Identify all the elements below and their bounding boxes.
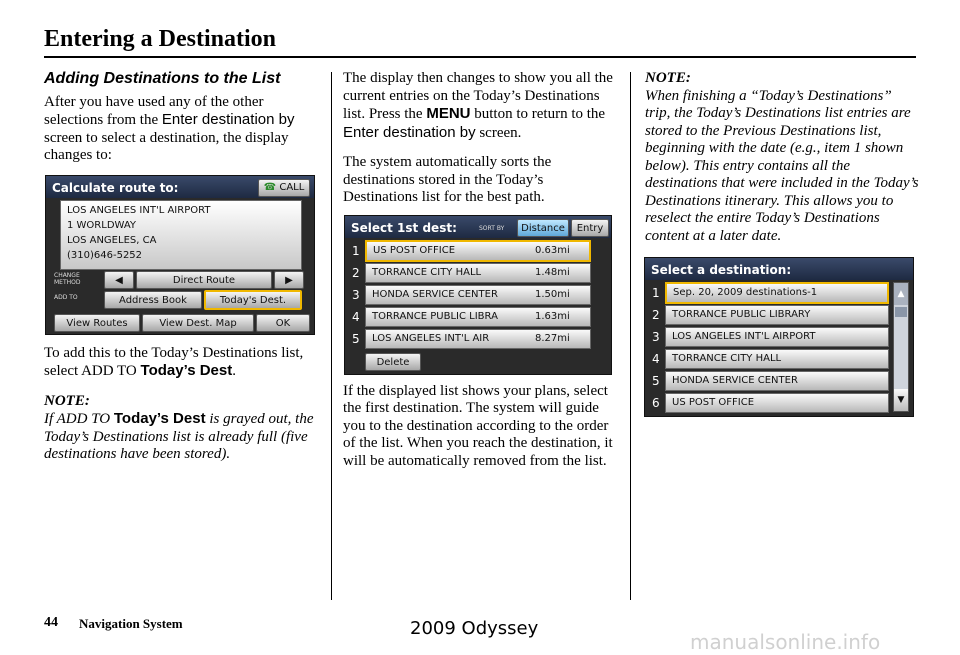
column-divider (331, 72, 332, 600)
row-number: 1 (352, 243, 360, 258)
note-text: If ADD TO Today’s Dest is grayed out, the Today’s Destinations list is already full (five destinations have been stored). (44, 410, 314, 462)
dest-row[interactable]: TORRANCE CITY HALL (365, 263, 591, 283)
sort-entry-button[interactable]: Entry (571, 219, 609, 237)
note-label: NOTE: (645, 70, 691, 86)
row-number: 5 (652, 374, 660, 388)
phone-icon: ☎ (263, 181, 277, 193)
scrollbar[interactable] (893, 282, 909, 412)
column-3 (645, 70, 920, 417)
row-number: 6 (652, 396, 660, 410)
screen-title: Select 1st dest: (345, 216, 611, 238)
row-number: 5 (352, 331, 360, 346)
ok-button[interactable]: OK (256, 314, 310, 332)
column-2 (343, 70, 618, 482)
address-line: LOS ANGELES INT'L AIRPORT (67, 204, 211, 216)
scroll-thumb[interactable] (895, 307, 907, 317)
row-number: 3 (652, 330, 660, 344)
section-heading: Adding Destinations to the List (44, 70, 281, 87)
view-routes-button[interactable]: View Routes (54, 314, 140, 332)
address-line: LOS ANGELES, CA (67, 234, 157, 246)
row-number: 2 (652, 308, 660, 322)
dest-row[interactable]: Sep. 20, 2009 destinations-1 (665, 282, 889, 304)
footer-section: Navigation System (79, 616, 183, 631)
row-number: 4 (652, 352, 660, 366)
distance-value: 8.27mi (535, 332, 570, 344)
distance-value: 1.48mi (535, 266, 570, 278)
next-arrow-button[interactable] (274, 271, 304, 289)
note-text: When finishing a “Today’s Destinations” trip, the Today’s Destinations list entries are stored to the Previous Destinations list, beginning with the date (e.g., item 1 shown below). This entry contains all the destinations that were included in the Today’s Destinations itinerary. This allows you to reselect the entire Today’s Destinations content at a later date. (645, 87, 919, 244)
left-arrow-icon: ◀ (115, 274, 123, 286)
sort-distance-button[interactable]: Distance (517, 219, 569, 237)
add-paragraph: To add this to the Today’s Destinations list, select ADD TO Today’s Dest. (44, 344, 304, 379)
distance-value: 1.50mi (535, 288, 570, 300)
display-paragraph: The display then changes to show you all the current entries on the Today’s Destinations list. Press the MENU button to return to the Enter destination by screen. (343, 70, 613, 141)
row-number: 4 (352, 309, 360, 324)
page-number: 44 (44, 615, 58, 630)
right-arrow-icon: ▶ (285, 274, 293, 286)
address-line: 1 WORLDWAY (67, 219, 137, 231)
scroll-down-button[interactable] (894, 389, 908, 411)
calculate-route-screen (45, 175, 315, 335)
delete-button[interactable]: Delete (365, 353, 421, 371)
change-method-label: CHANGE METHOD (54, 271, 81, 286)
intro-paragraph: After you have used any of the other selections from the Enter destination by screen to select a destination, the display changes to: (44, 93, 295, 163)
destination-address (60, 200, 302, 270)
dest-row[interactable]: HONDA SERVICE CENTER (365, 285, 591, 305)
add-to-label: ADD TO (54, 293, 78, 301)
todays-dest-button[interactable]: Today's Dest. (204, 290, 302, 310)
row-number: 1 (652, 286, 660, 300)
sort-by-label: SORT BY (479, 224, 505, 232)
guidance-paragraph: If the displayed list shows your plans, select the first destination. The system will guide you to the destination according to the order of the list. When you reach the destination, it will be automatically removed from the list. (343, 382, 613, 469)
address-line: (310)646-5252 (67, 249, 143, 261)
distance-value: 0.63mi (535, 244, 570, 256)
page-title: Entering a Destination (44, 26, 277, 52)
distance-value: 1.63mi (535, 310, 570, 322)
prev-arrow-button[interactable] (104, 271, 134, 289)
column-divider (630, 72, 631, 600)
scroll-up-button[interactable] (894, 283, 908, 305)
dest-row[interactable]: TORRANCE PUBLIC LIBRA (365, 307, 591, 327)
title-rule (44, 56, 916, 58)
select-destination-screen (644, 257, 914, 417)
screen-title: Select a destination: (645, 258, 913, 280)
dest-row[interactable]: LOS ANGELES INT'L AIRPORT (665, 327, 889, 347)
screen-title: Calculate route to: (46, 176, 314, 198)
dest-row[interactable]: US POST OFFICE (665, 393, 889, 413)
row-number: 2 (352, 265, 360, 280)
select-1st-dest-screen (344, 215, 612, 375)
column-1 (44, 70, 319, 476)
dest-row[interactable]: TORRANCE PUBLIC LIBRARY (665, 305, 889, 325)
address-book-button[interactable]: Address Book (104, 291, 202, 309)
watermark: manualsonline.info (690, 630, 881, 654)
dest-row[interactable]: TORRANCE CITY HALL (665, 349, 889, 369)
dest-row[interactable]: US POST OFFICE (365, 240, 591, 262)
dest-row[interactable]: HONDA SERVICE CENTER (665, 371, 889, 391)
view-dest-map-button[interactable]: View Dest. Map (142, 314, 254, 332)
note-label: NOTE: (44, 392, 90, 409)
footer-model: 2009 Odyssey (410, 618, 539, 639)
dest-row[interactable]: LOS ANGELES INT'L AIR (365, 329, 591, 349)
row-number: 3 (352, 287, 360, 302)
call-button[interactable]: ☎ CALL (258, 179, 310, 197)
down-arrow-icon: ▼ (897, 395, 905, 405)
up-arrow-icon: ▲ (897, 289, 905, 299)
direct-route-button[interactable]: Direct Route (136, 271, 272, 289)
sort-paragraph: The system automatically sorts the destinations stored in the Today’s Destinations list for the best path. (343, 154, 552, 205)
